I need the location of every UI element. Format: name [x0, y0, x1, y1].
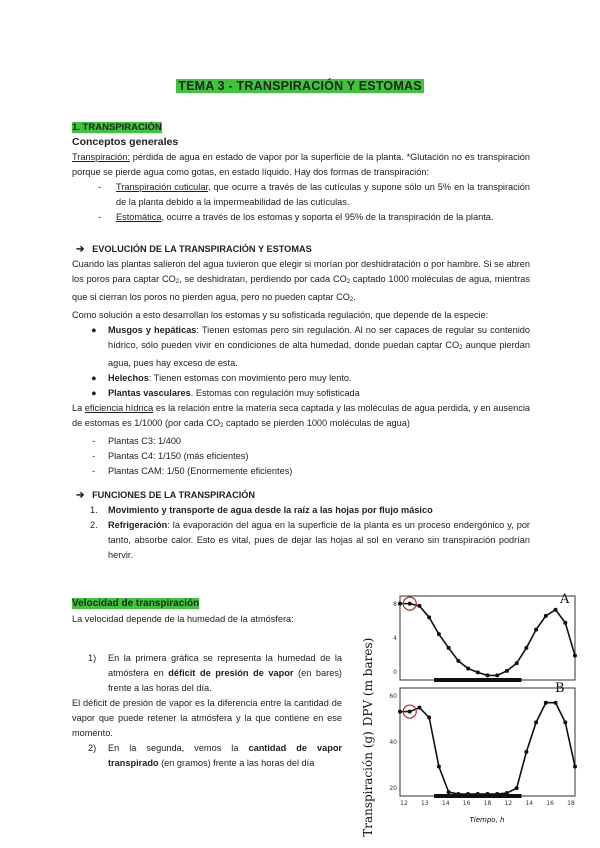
- item-text: : la evaporación del agua en la superficie de la planta es un proceso endergónico y, por tanto, absorbe calor. Esto es vital, pues de dejar las hojas al sol en verano sin transpiración podrían hervir.: [108, 520, 530, 560]
- data-point: [524, 750, 528, 754]
- section-funciones: [72, 488, 530, 563]
- item-term: Estomática: [116, 212, 162, 222]
- text: En la primera gráfica se representa la humedad de la atmósfera en: [108, 653, 342, 678]
- data-point: [398, 602, 402, 606]
- data-point: [456, 659, 460, 663]
- data-point: [408, 710, 412, 714]
- data-point: [534, 720, 538, 724]
- list-item: [92, 464, 530, 479]
- item-number: 1): [88, 653, 97, 663]
- page-title-wrap: [0, 77, 600, 95]
- bullet-icon: ●: [91, 373, 97, 383]
- subscript: 2: [349, 297, 354, 303]
- item-number: 2): [88, 743, 97, 753]
- chart-panel-b: [389, 688, 577, 807]
- data-point: [554, 608, 558, 612]
- section-velocidad: [72, 596, 342, 771]
- functions-list: [90, 503, 530, 563]
- text: es la relación entre la materia seca captada y las moléculas de agua perdida, y en ausencia de estomas es 1/1000 (por cada CO: [72, 403, 530, 428]
- text: captado se pierden 1000 moléculas de agua): [223, 418, 410, 428]
- dash-marker: -: [98, 182, 102, 192]
- definition-paragraph: [72, 150, 530, 180]
- paragraph: La velocidad depende de la humedad de la atmósfera:: [72, 614, 294, 624]
- subheading: Conceptos generales: [72, 136, 179, 148]
- x-tick-label: 12: [504, 800, 513, 807]
- numbered-item: [88, 651, 342, 696]
- section-heading: Velocidad de transpiración: [72, 598, 200, 609]
- item-text: Plantas CAM: 1/50 (Enormemente eficientes): [108, 466, 293, 476]
- text: captado 1000 moléculas de agua, mientras que si cierran los poros no pierden agua, pero no pueden captar CO: [72, 274, 530, 302]
- plants-list: [92, 434, 530, 479]
- data-point: [573, 765, 577, 769]
- data-point: [544, 614, 548, 618]
- list-item: [91, 323, 530, 371]
- data-point: [408, 602, 412, 606]
- text: La: [72, 403, 85, 413]
- dash-marker: -: [98, 212, 102, 222]
- list-item: [92, 449, 530, 464]
- data-point: [476, 792, 480, 796]
- data-point: [427, 715, 431, 719]
- data-point: [544, 701, 548, 705]
- list-item: [91, 371, 530, 386]
- list-item: [98, 210, 530, 225]
- data-point: [505, 669, 509, 673]
- y-axis-label-b: Transpiración (g): [361, 731, 375, 837]
- y-tick-label: 4: [393, 635, 397, 642]
- section-heading: 1. TRANSPIRACIÓN: [72, 122, 162, 133]
- term: déficit de presión de vapor: [168, 668, 294, 678]
- arrow-icon: ➔: [76, 490, 85, 501]
- item-text: Plantas C3: 1/400: [108, 436, 182, 446]
- def-text: pérdida de agua en estado de vapor por la superficie de la planta. *Glutación no es transpiración porque se pierde agua como gotas, en estado líquido. Hay dos formas de transpiración:: [72, 152, 530, 177]
- bullet-icon: ●: [91, 388, 97, 398]
- section-heading: EVOLUCIÓN DE LA TRANSPIRACIÓN Y ESTOMAS: [92, 244, 312, 254]
- item-tail: aunque pierdan agua, pues hay exceso de esta.: [108, 340, 530, 368]
- night-bar: [434, 678, 522, 682]
- y-tick-label: 40: [389, 739, 397, 746]
- list-item: [92, 434, 530, 449]
- y-axis-label-a: DPV (m bares): [361, 637, 375, 727]
- paragraph: [72, 257, 530, 308]
- dash-marker: -: [92, 436, 96, 446]
- x-axis-label: Tiempo, h: [469, 816, 505, 824]
- text: En la segunda, vemos la: [108, 743, 249, 753]
- panel-label-b: B: [555, 681, 565, 696]
- data-point: [447, 790, 451, 794]
- data-point: [573, 654, 577, 658]
- data-point: [427, 615, 431, 619]
- data-point: [495, 792, 499, 796]
- data-point: [398, 710, 402, 714]
- item-text: . Estomas con regulación muy sofisticada: [190, 388, 360, 398]
- x-tick-label: 16: [462, 800, 471, 807]
- x-tick-label: 13: [421, 800, 429, 807]
- text: Cuando las plantas salieron del agua tuvieron que elegir si morían por deshidratación o por hambre. Si se abren los poros para captar CO: [72, 259, 530, 284]
- x-tick-label: 12: [400, 800, 408, 807]
- item-number: 2.: [90, 520, 98, 530]
- page-title: TEMA 3 - TRANSPIRACIÓN Y ESTOMAS: [178, 79, 422, 93]
- data-point: [476, 670, 480, 674]
- list-item: [90, 518, 530, 563]
- data-point: [456, 792, 460, 796]
- transpiration-chart: [355, 584, 585, 846]
- item-term: Musgos y hepáticas: [108, 325, 197, 335]
- data-point: [515, 661, 519, 665]
- data-point: [534, 628, 538, 632]
- data-point: [486, 792, 490, 796]
- item-term: Movimiento y transporte de agua desde la raíz a las hojas por flujo másico: [108, 505, 433, 515]
- item-number: 1.: [90, 505, 98, 515]
- dash-marker: -: [92, 451, 96, 461]
- data-point: [554, 701, 558, 705]
- x-tick-label: 14: [441, 800, 450, 807]
- transpiration-types-list: [98, 180, 530, 225]
- list-item: [91, 386, 530, 401]
- section-transpiracion: [72, 120, 530, 225]
- x-tick-label: 14: [525, 800, 534, 807]
- paragraph: El déficit de presión de vapor es la diferencia entre la cantidad de vapor que puede retener la atmósfera y la que contiene en ese momento.: [72, 698, 342, 738]
- data-point: [447, 646, 451, 650]
- item-term: Refrigeración: [108, 520, 168, 530]
- data-point: [466, 792, 470, 796]
- text: , se deshidratan, perdiendo por cada CO: [179, 274, 347, 284]
- item-text: , que ocurre a través de las cutículas y supone sólo un 5% en la transpiración de la planta debido a la impermeabilidad de las cutículas.: [116, 182, 530, 207]
- x-tick-label: 16: [546, 800, 554, 807]
- list-item: [98, 180, 530, 210]
- chart-panel-a: [393, 596, 577, 682]
- item-text: : Tienen estomas con movimiento pero muy lento.: [148, 373, 352, 383]
- bullet-icon: ●: [91, 325, 97, 335]
- paragraph: [72, 401, 530, 434]
- item-text: , ocurre a través de los estomas y soporta el 95% de la transpiración de la planta.: [161, 212, 494, 222]
- data-point: [437, 765, 441, 769]
- x-tick-label: 18: [567, 800, 575, 807]
- series-line: [400, 604, 575, 676]
- data-point: [515, 786, 519, 790]
- data-point: [495, 673, 499, 677]
- item-term: Helechos: [108, 373, 149, 383]
- subscript: 2: [220, 423, 224, 429]
- data-point: [505, 791, 509, 795]
- item-term: Transpiración cuticular: [116, 182, 208, 192]
- data-point: [563, 621, 567, 625]
- text: (en bares) frente a las horas del día.: [108, 668, 342, 693]
- numbered-item: [88, 741, 343, 771]
- paragraph: Como solución a esto desarrollan los estomas y su sofisticada regulación, que depende de la especie:: [72, 310, 489, 320]
- arrow-icon: ➔: [76, 244, 85, 255]
- plot-frame: [400, 596, 575, 680]
- y-tick-label: 60: [389, 693, 397, 700]
- data-point: [524, 646, 528, 650]
- item-term: Plantas vasculares: [108, 388, 191, 398]
- x-tick-label: 18: [483, 800, 492, 807]
- data-point: [563, 720, 567, 724]
- term: eficiencia hídrica: [84, 403, 154, 413]
- text: .: [353, 292, 356, 302]
- section-evolucion: [72, 242, 530, 479]
- plot-frame: [400, 688, 575, 796]
- def-term: Transpiración:: [72, 152, 130, 162]
- data-point: [437, 632, 441, 636]
- panel-label-a: A: [560, 592, 570, 607]
- section-heading: FUNCIONES DE LA TRANSPIRACIÓN: [92, 490, 256, 500]
- subscript: 2: [459, 345, 463, 351]
- series-line: [400, 703, 575, 794]
- data-point: [417, 604, 421, 608]
- species-list: [91, 323, 530, 401]
- term: cantidad de vapor transpirado: [108, 743, 343, 768]
- y-tick-label: 8: [393, 601, 397, 608]
- item-text: Plantas C4: 1/150 (más eficientes): [108, 451, 249, 461]
- data-point: [417, 706, 421, 710]
- subscript: 2: [175, 279, 180, 285]
- text: (en gramos) frente a las horas del día: [158, 758, 315, 768]
- list-item: [90, 503, 530, 518]
- y-tick-label: 0: [393, 669, 397, 676]
- y-tick-label: 20: [389, 785, 397, 792]
- data-point: [466, 667, 470, 671]
- dash-marker: -: [92, 466, 96, 476]
- subscript: 2: [346, 279, 351, 285]
- data-point: [486, 673, 490, 677]
- item-text: : Tienen estomas pero sin regulación. Al no ser capaces de regular su contenido hídrico, sólo pueden vivir en condiciones de alta humedad, donde puedan captar CO: [108, 325, 530, 350]
